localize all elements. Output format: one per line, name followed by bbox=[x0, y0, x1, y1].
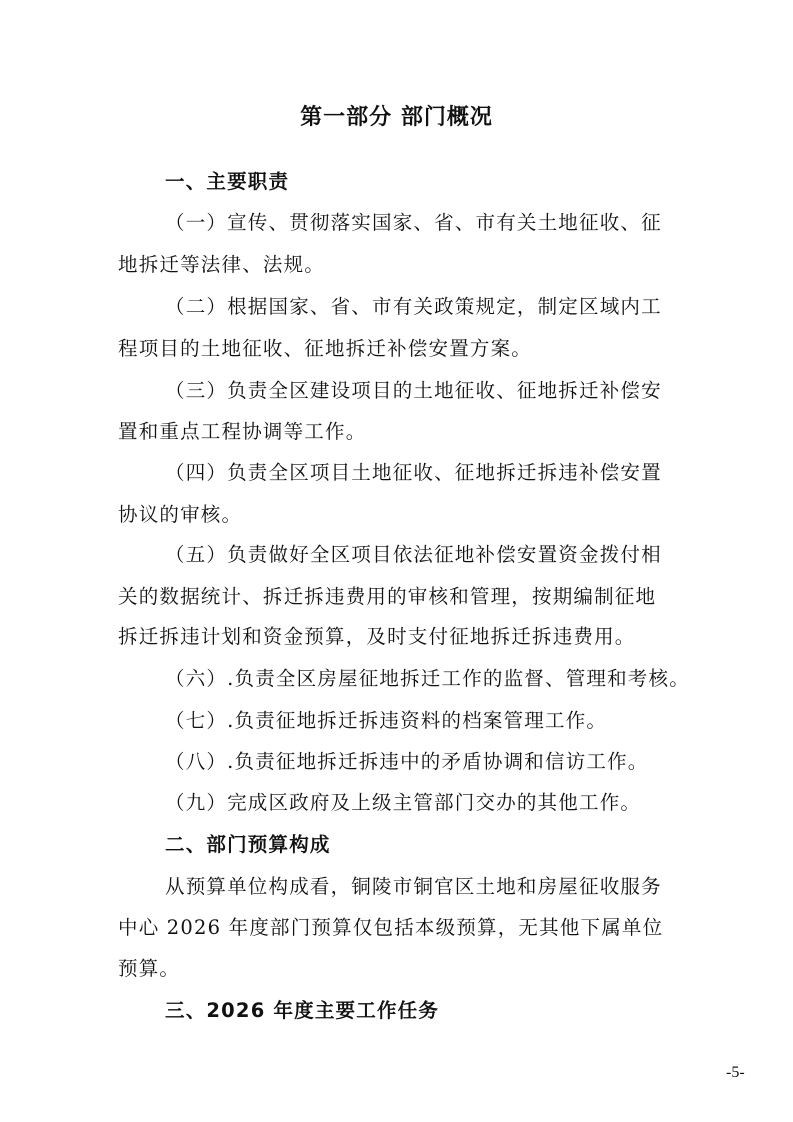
duty-2-line-2: 程项目的土地征收、征地拆迁补偿安置方案。 bbox=[118, 337, 533, 360]
duty-2-line-1: （二）根据国家、省、市有关政策规定，制定区域内工 bbox=[165, 295, 662, 318]
budget-paragraph-line-1: 从预算单位构成看，铜陵市铜官区土地和房屋征收服务 bbox=[165, 875, 662, 898]
duty-5-line-3: 拆迁拆违计划和资金预算，及时支付征地拆迁拆违费用。 bbox=[118, 625, 636, 648]
duty-3-line-2: 置和重点工程协调等工作。 bbox=[118, 420, 367, 443]
duty-4-line-2: 协议的审核。 bbox=[118, 503, 243, 526]
page-number: -5- bbox=[726, 1064, 745, 1081]
duty-4-line-1: （四）负责全区项目土地征收、征地拆迁拆违补偿安置 bbox=[165, 461, 662, 484]
duty-9-line-1: （九）完成区政府及上级主管部门交办的其他工作。 bbox=[165, 791, 642, 814]
duty-7-line-1: （七）.负责征地拆迁拆违资料的档案管理工作。 bbox=[165, 709, 608, 732]
duty-1-line-2: 地拆迁等法律、法规。 bbox=[118, 253, 326, 276]
section-heading-duties: 一、主要职责 bbox=[165, 170, 290, 193]
budget-paragraph-line-3: 预算。 bbox=[118, 957, 181, 980]
section-heading-main-tasks: 三、2026 年度主要工作任务 bbox=[165, 999, 440, 1022]
duty-1-line-1: （一）宣传、贯彻落实国家、省、市有关土地征收、征 bbox=[165, 211, 662, 234]
duty-3-line-1: （三）负责全区建设项目的土地征收、征地拆迁补偿安 bbox=[165, 379, 662, 402]
duty-5-line-1: （五）负责做好全区项目依法征地补偿安置资金拨付相 bbox=[165, 543, 662, 566]
duty-5-line-2: 关的数据统计、拆迁拆违费用的审核和管理，按期编制征地 bbox=[118, 585, 657, 608]
page-title: 第一部分 部门概况 bbox=[300, 105, 493, 130]
section-heading-budget-structure: 二、部门预算构成 bbox=[165, 833, 331, 856]
duty-6-line-1: （六）.负责全区房屋征地拆迁工作的监督、管理和考核。 bbox=[165, 667, 690, 690]
budget-paragraph-line-2: 中心 2026 年度部门预算仅包括本级预算，无其他下属单位 bbox=[118, 916, 664, 939]
duty-8-line-1: （八）.负责征地拆迁拆违中的矛盾协调和信访工作。 bbox=[165, 750, 649, 773]
